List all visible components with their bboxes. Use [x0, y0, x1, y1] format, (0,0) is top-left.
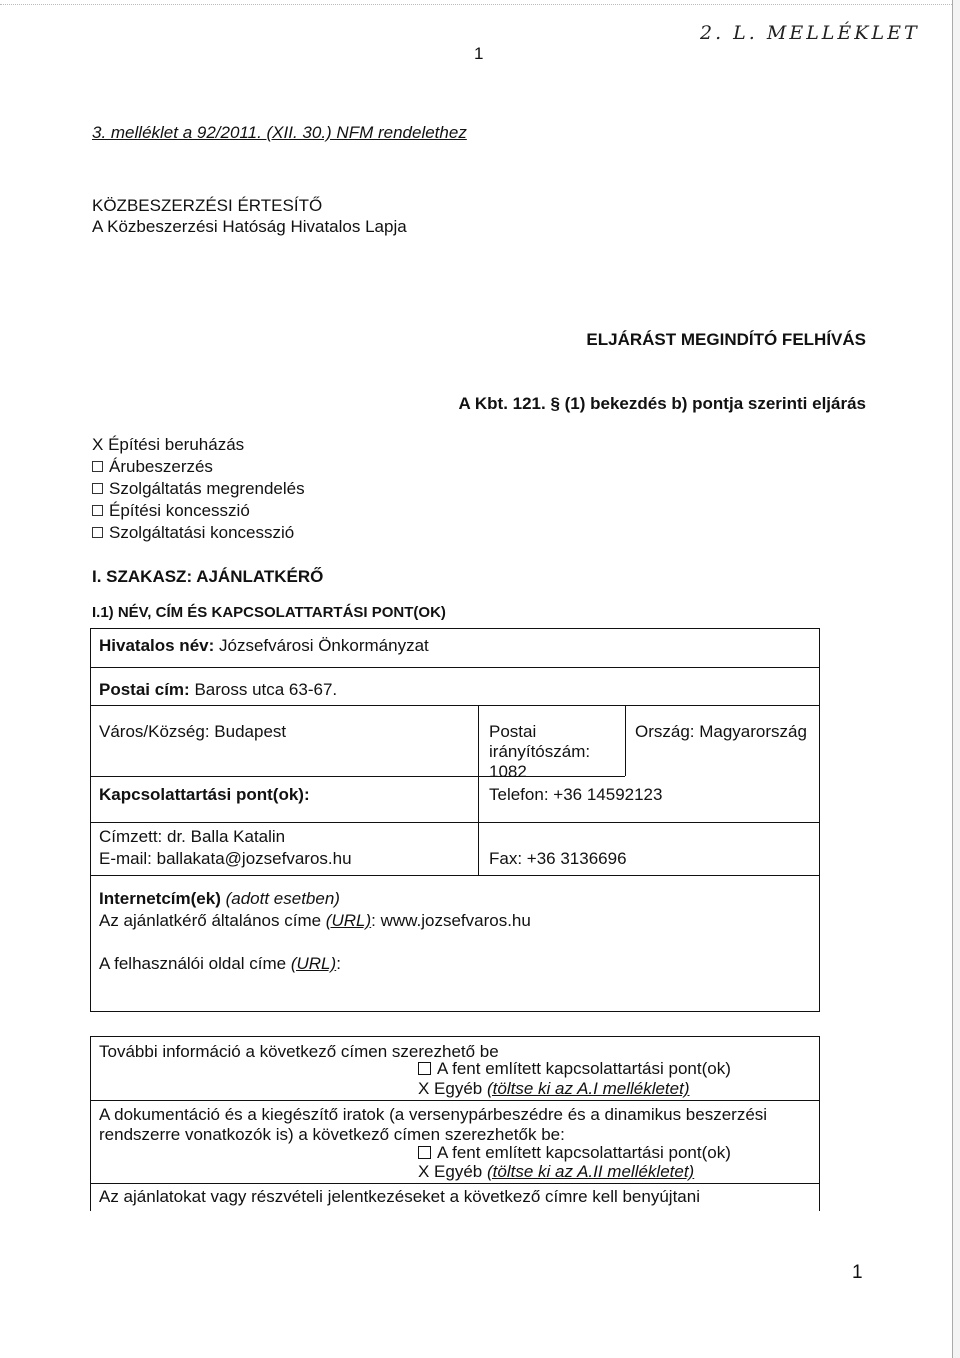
fax-field: Fax: +36 3136696 — [489, 849, 627, 868]
internet-address-heading: Internetcím(ek) (adott esetben) — [99, 889, 340, 908]
further-info-title: További információ a következő címen szerezhető be — [99, 1042, 499, 1061]
checkbox-icon — [418, 1146, 431, 1159]
country-field: Ország: Magyarország — [635, 722, 807, 741]
notice-subtitle: A Kbt. 121. § (1) bekezdés b) pontja szerinti eljárás — [458, 394, 866, 413]
documents-title-line1: A dokumentáció és a kiegészítő iratok (a versenypárbeszédre és a dinamikus beszerzési — [99, 1105, 768, 1124]
email-field: E-mail: ballakata@jozsefvaros.hu — [99, 849, 352, 868]
postal-address-value: Baross utca 63-67. — [194, 680, 338, 699]
contract-type-works-concession: Építési koncesszió — [92, 501, 250, 521]
column-divider — [478, 705, 479, 875]
postal-address-field: Postai cím: Baross utca 63-67. — [99, 680, 338, 699]
official-name-field: Hivatalos név: Józsefvárosi Önkormányzat — [99, 636, 429, 655]
scan-right-edge — [952, 0, 960, 1358]
handwritten-note: 2. L. MELLÉKLET — [700, 22, 920, 44]
page-number-bottom: 1 — [852, 1262, 863, 1283]
publication-subtitle: A Közbeszerzési Hatóság Hivatalos Lapja — [92, 217, 407, 236]
checkbox-icon — [418, 1062, 431, 1075]
checkbox-icon — [92, 483, 103, 494]
regulation-reference: 3. melléklet a 92/2011. (XII. 30.) NFM rendelethez — [92, 123, 467, 142]
addressee-field: Címzett: dr. Balla Katalin — [99, 827, 286, 846]
subsection-title: I.1) NÉV, CÍM ÉS KAPCSOLATTARTÁSI PONT(OK) — [92, 604, 446, 621]
checkbox-icon — [92, 527, 103, 538]
postcode-field: Postai irányítószám: 1082 — [489, 722, 591, 781]
divider — [90, 822, 820, 823]
general-url-value: www.jozsefvaros.hu — [380, 911, 531, 930]
section-title: I. SZAKASZ: AJÁNLATKÉRŐ — [92, 567, 324, 586]
further-info-option-other: X Egyéb (töltse ki az A.I mellékletet) — [418, 1079, 690, 1098]
contract-type-service-concession: Szolgáltatási koncesszió — [92, 523, 294, 543]
further-info-option-contact-points: A fent említett kapcsolattartási pont(ok) — [418, 1059, 731, 1079]
publication-title: KÖZBESZERZÉSI ÉRTESÍTŐ — [92, 196, 323, 215]
official-name-value: Józsefvárosi Önkormányzat — [219, 636, 429, 655]
buyer-profile-field: A felhasználói oldal címe (URL): — [99, 954, 341, 973]
documents-option-other: X Egyéb (töltse ki az A.II mellékletet) — [418, 1162, 695, 1181]
submission-address-title: Az ajánlatokat vagy részvételi jelentkezéseket a következő címre kell benyújtani — [99, 1187, 700, 1206]
contract-type-supplies: Árubeszerzés — [92, 457, 213, 477]
divider — [90, 1100, 820, 1101]
divider — [90, 667, 820, 668]
checkbox-icon — [92, 505, 103, 516]
column-divider — [625, 705, 626, 776]
contract-type-services: Szolgáltatás megrendelés — [92, 479, 305, 499]
scan-top-edge — [0, 0, 960, 5]
contact-points-label: Kapcsolattartási pont(ok): — [99, 785, 310, 804]
divider — [90, 705, 820, 706]
city-field: Város/Község: Budapest — [99, 722, 287, 741]
general-url-field: Az ajánlatkérő általános címe (URL): www.jozsefvaros.hu — [99, 911, 531, 930]
checkbox-icon — [92, 461, 103, 472]
notice-title: ELJÁRÁST MEGINDÍTÓ FELHÍVÁS — [586, 330, 866, 349]
divider — [90, 875, 820, 876]
divider — [90, 1183, 820, 1184]
documents-option-contact-points: A fent említett kapcsolattartási pont(ok) — [418, 1143, 731, 1163]
phone-field: Telefon: +36 14592123 — [489, 785, 663, 804]
documents-title-line2: rendszerre vonatkozók is) a következő címen szerezhetők be: — [99, 1125, 565, 1144]
postcode-value: 1082 — [489, 762, 527, 781]
x-mark: X — [92, 435, 109, 454]
page-number-top: 1 — [474, 44, 484, 63]
contract-type-works: X Építési beruházás — [92, 435, 245, 454]
